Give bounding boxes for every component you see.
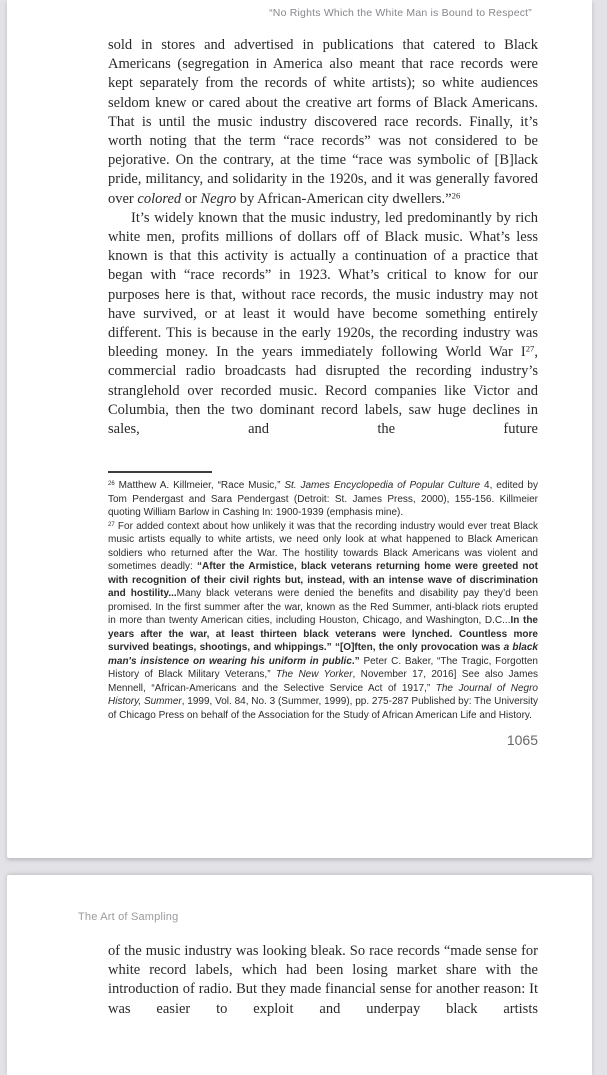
book-page-next[interactable] [7,875,592,1075]
footnotes-block [108,479,538,722]
paragraph: of the music industry was looking bleak. So race records “made sense for white record labels, which had been losing market share with the introduction of radio. But they made financial sense for another reason: It was easier to exploit and underpay black artists [108,943,538,1017]
page-body-text [108,36,538,439]
running-header-book-title: The Art of Sampling [78,911,179,923]
running-header-chapter-title: “No Rights Which the White Man is Bound to Respect” [269,7,532,19]
footnote-separator-rule [108,471,212,473]
page-number: 1065 [506,732,538,749]
book-page-1065[interactable] [7,0,592,858]
paragraph: sold in stores and advertised in publications that catered to Black Americans (segregation in America also meant that race records were kept separately from the records of white artists); so white audiences seldom knew or cared about the creative art forms of Black Americans. That is until the music industry discovered race records. Finally, it’s worth noting that the term “race records” was not considered to be pejorative. On the contrary, at the time “race was symbolic of [B]lack pride, militancy, and solidarity in the 1920s, and it was generally favored over colored or Negro by African-American city dwellers.”$^{26}$ [108,37,538,207]
paragraph: $^{26}$ Matthew A. Killmeier, “Race Music,” St. James Encyclopedia of Popular Culture 4, edited by Tom Pendergast and Sara Pendergast (Detroit: St. James Press, 2000), 155-156. Killmeier quoting William Barlow in Cashing In: 1900-1939 (emphasis mine). [108,480,538,519]
paragraph: It’s widely known that the music industry, led predominantly by rich white men, profits millions of dollars off of Black music. What’s less known is that this activity is actually a continuation of a practice that began with “race records” in 1923. What’s critical to know for our purposes here is that, without race records, the music industry may not have survived, or at least it would have become something entirely different. This is because in the early 1920s, the recording industry was bleeding money. In the years immediately following World War $I^{27}$, commercial radio broadcasts had disrupted the recording industry’s stranglehold over recorded music. Record companies like Victor and Columbia, then the two dominant record labels, saw huge declines in sales, and the future [108,209,538,438]
page-body-text [108,942,538,1019]
paragraph: $^{27}$ For added context about how unlikely it was that the recording industry would ever treat Black music artists equally to white artists, we need only look at what happened to Black American soldiers who returned after the War. The hostility towards Black Americans was violent and sometimes deadly: “After the Armistice, black veterans returning home were greeted not with recognition of their civil rights but, instead, with an intense wave of discrimination and hostility...Many black veterans were denied the benefits and disability pay they’d been promised. In the first summer after the war, known as the Red Summer, anti-black riots erupted in more than twenty American cities, including Houston, Chicago, and Washington, D.C...In the years after the war, at least thirteen black veterans were lynched. Countless more survived beatings, shootings, and whippings.” “[O]ften, the only provocation was a black man's insistence on wearing his uniform in public.” Peter C. Baker, “The Tragic, Forgotten History of Black Military Veterans,” The New Yorker, November 17, 2016] See also James Mennell, “African-Americans and the Selective Service Act of 1917,” The Journal of Negro History, Summer, 1999, Vol. 84, No. 3 (Summer, 1999), pp. 275-287 Published by: The University of Chicago Press on behalf of the Association for the Study of African American Life and History. [108,520,539,721]
